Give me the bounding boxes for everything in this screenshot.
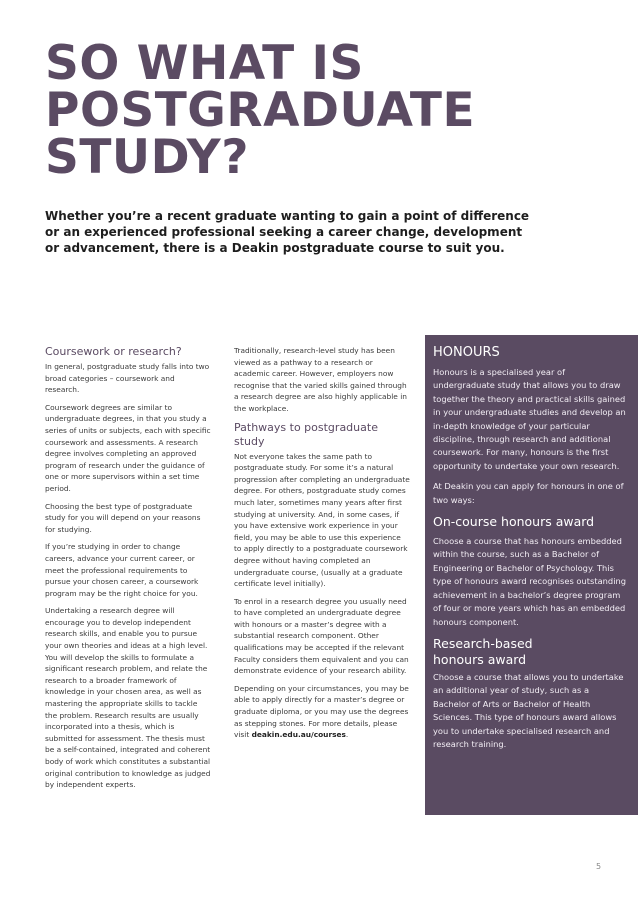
research-heading-line-2: honours award <box>433 651 527 667</box>
intro-line-3: or advancement, there is a Deakin postgraduate course to suit you. <box>45 241 505 255</box>
courses-link[interactable]: deakin.edu.au/courses <box>251 730 346 740</box>
oncourse-heading: On-course honours award <box>433 514 595 530</box>
body-paragraph: Traditionally, research-level study has been viewed as a pathway to a research or academic career. However, employers now recognise that the varied skills gained through a research degree are also highly applicable in the workplace. <box>234 346 407 413</box>
coursework-column <box>45 345 211 797</box>
page-number: 5 <box>596 862 602 871</box>
intro-line-2: or an experienced professional seeking a career change, development <box>45 225 523 239</box>
pathways-column <box>234 345 410 747</box>
oncourse-paragraph: Choose a course that has honours embedded within the course, such as a Bachelor of Engineering or Bachelor of Psychology. This type of honours award recognises outstanding achievement in a bachelor’s degree program of four or more years which has an embedded honours component. <box>433 536 627 627</box>
title-line-3: STUDY? <box>45 130 249 185</box>
title-line-1: SO WHAT IS <box>45 36 364 91</box>
honours-heading: HONOURS <box>433 345 500 360</box>
research-heading-line-1: Research-based <box>433 635 533 651</box>
body-paragraph: Not everyone takes the same path to postgraduate study. For some it’s a natural progression after completing an undergraduate degree. For others, postgraduate study comes much later, sometimes many years after first studying at university. And, in some cases, if you have extensive work experience in your field, you may be able to use this experience to apply directly to a postgraduate coursework degree without having completed an undergraduate course, (usually at a graduate certificate level initially). <box>234 451 410 589</box>
body-paragraph: Coursework degrees are similar to undergraduate degrees, in that you study a series of units or subjects, each with specific coursework and assessments. A research degree involves completing an approved program of research under the guidance of one or more supervisors within a set time period. <box>45 402 211 493</box>
body-paragraph: Undertaking a research degree will encourage you to develop independent research skills, and enable you to pursue your own theories and ideas at a high level. You will develop the skills to formulate a significant research problem, and relate the research to a broader framework of knowledge in your chosen area, as well as mastering the appropriate skills to tackle the problem. Research results are usually incorporated into a thesis, which is submitted for assessment. The thesis must be a self-contained, integrated and coherent body of work which constitutes a substantial original contribution to knowledge as judged by independent experts. <box>45 606 211 790</box>
body-paragraph: If you’re studying in order to change careers, advance your current career, or meet the professional requirements to pursue your chosen career, a coursework program may be the right choice for you. <box>45 542 199 598</box>
last-paragraph-text: Depending on your circumstances, you may be able to apply directly for a master’s degree or graduate diploma, or you may use the degrees as stepping stones. For more details, please visit <box>234 683 409 740</box>
coursework-heading: Coursework or research? <box>45 345 182 358</box>
body-paragraph: Choosing the best type of postgraduate study for you will depend on your reasons for studying. <box>45 501 201 534</box>
page-title <box>45 36 476 185</box>
intro-text <box>45 208 530 256</box>
body-paragraph: To enrol in a research degree you usually need to have completed an undergraduate degree with honours or a master’s degree with a substantial research component. Other qualifications may be accepted if the relevant Faculty considers them equivalent and you can demonstrate evidence of your research ability. <box>234 596 409 676</box>
honours-panel <box>425 335 638 815</box>
title-line-2: POSTGRADUATE <box>45 83 476 138</box>
body-paragraph: In general, postgraduate study falls into two broad categories – coursework and research. <box>45 362 210 395</box>
intro-line-1: Whether you’re a recent graduate wanting to gain a point of difference <box>45 209 530 223</box>
period: . <box>345 730 349 740</box>
research-paragraph: Choose a course that allows you to undertake an additional year of study, such as a Bachelor of Arts or Bachelor of Health Sciences. This type of honours award allows you to undertake specialised research and research training. <box>433 671 624 749</box>
research-based-heading <box>433 636 628 668</box>
body-paragraph <box>234 683 410 741</box>
honours-paragraph: Honours is a specialised year of undergraduate study that allows you to draw together the theory and practical skills gained in your undergraduate studies and develop an in-depth knowledge of your particular discipline, through research and additional coursework. For many, honours is the first opportunity to undertake your own research. <box>433 367 626 471</box>
honours-paragraph: At Deakin you can apply for honours in one of two ways: <box>433 481 624 505</box>
pathways-heading: Pathways to postgraduate study <box>234 420 378 448</box>
